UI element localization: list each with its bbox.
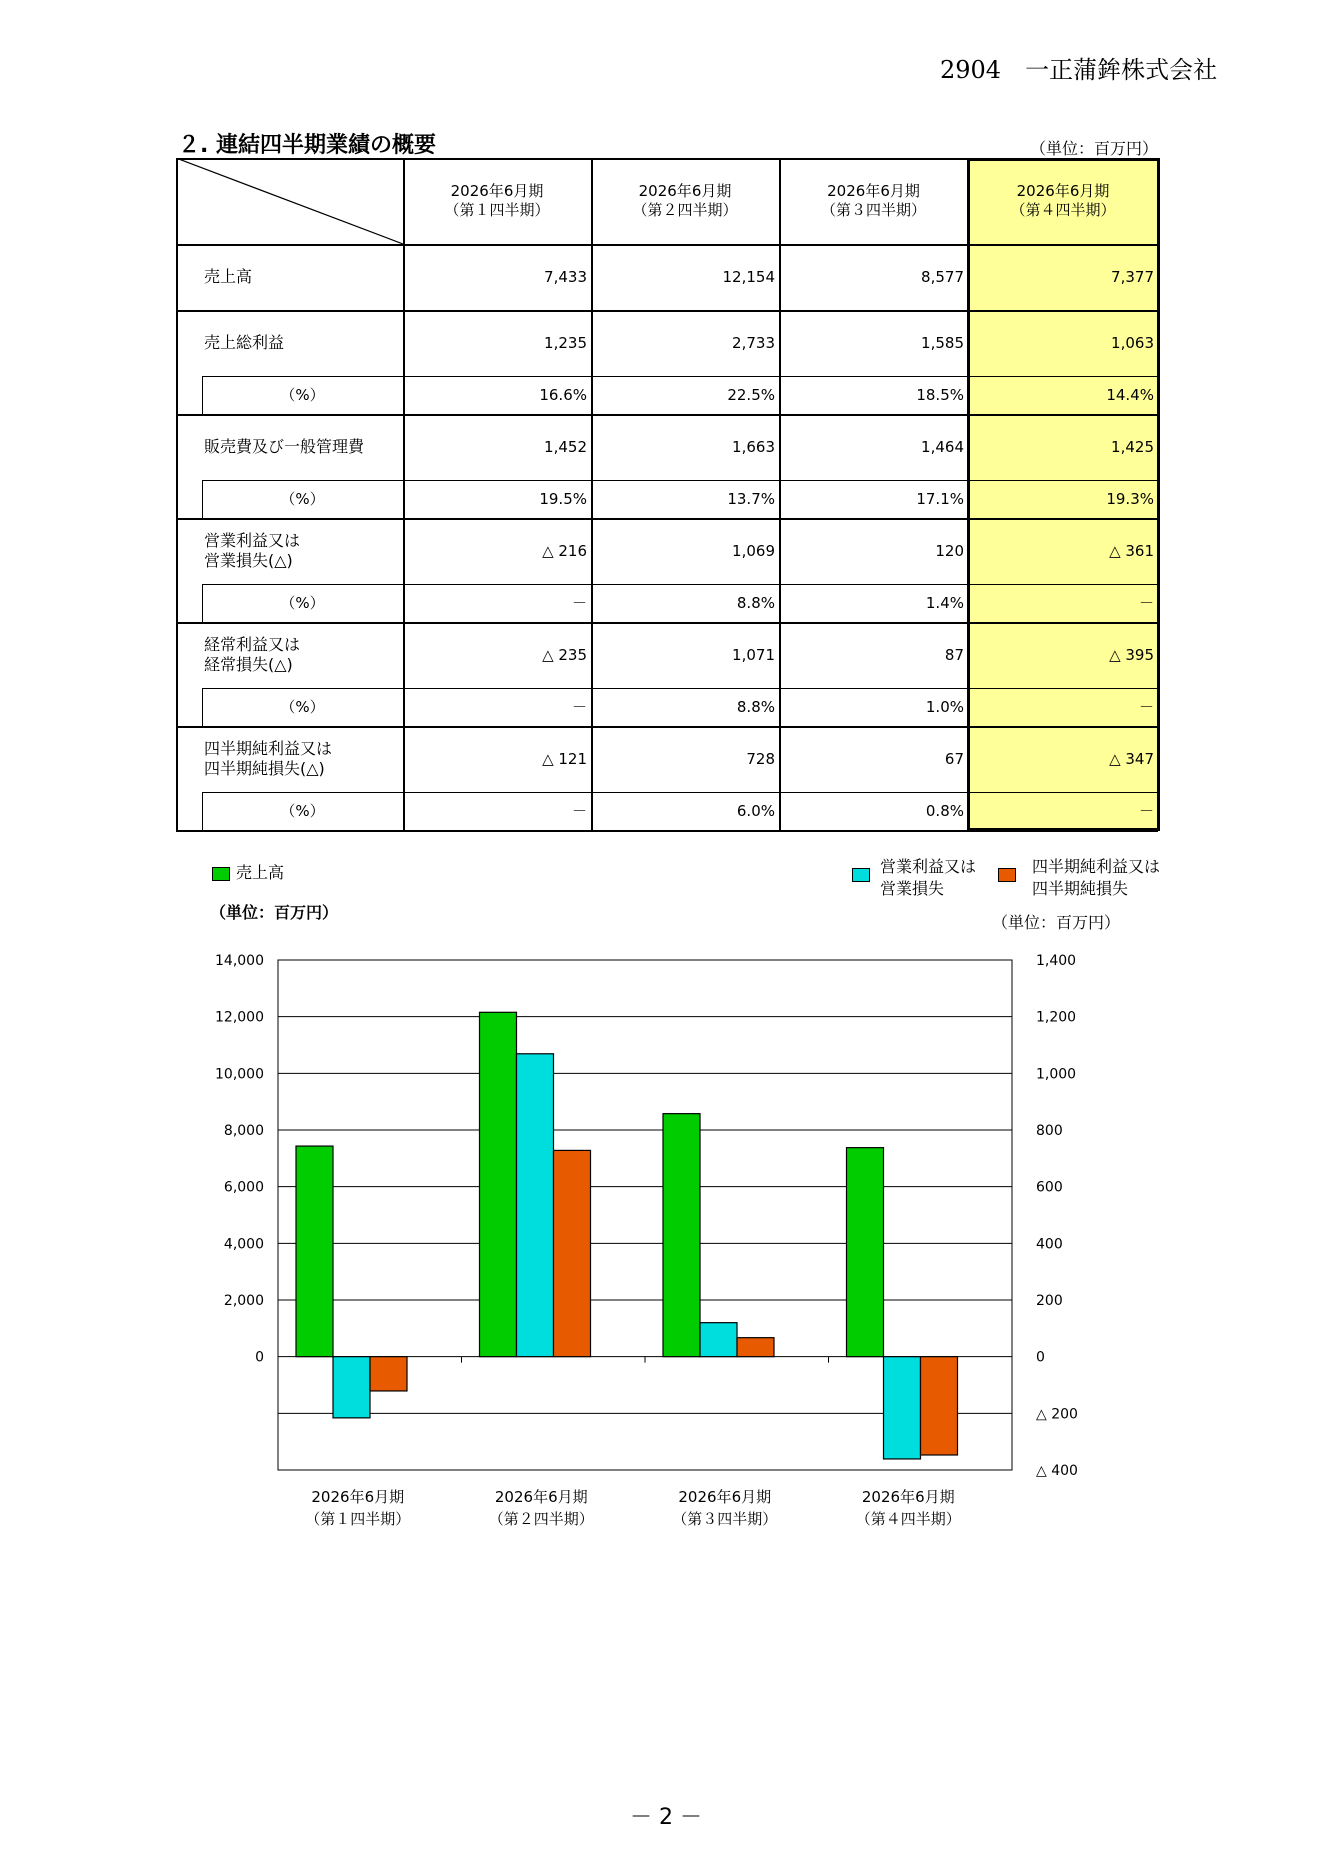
- left-tick-label: 0: [255, 1349, 264, 1366]
- right-tick-label: 600: [1036, 1179, 1063, 1196]
- column-header-line: （第１四半期）: [444, 201, 550, 219]
- percent-label: （%）: [280, 698, 325, 716]
- percent-cell: －: [571, 698, 587, 716]
- percent-cell: 8.8%: [736, 698, 775, 716]
- right-tick-label: 200: [1036, 1293, 1063, 1309]
- percent-cell: －: [571, 594, 587, 612]
- bar-net: [921, 1357, 958, 1455]
- percent-cell: 22.5%: [727, 386, 775, 404]
- value-cell: 1,071: [732, 646, 775, 664]
- percent-cell: 19.5%: [539, 490, 587, 508]
- percent-cell: －: [1138, 802, 1154, 820]
- percent-label: （%）: [280, 594, 325, 612]
- value-cell: 1,663: [732, 438, 775, 456]
- row-label-line: 経常利益又は: [204, 635, 301, 654]
- value-cell: 2,733: [732, 334, 775, 352]
- bar-net: [737, 1338, 774, 1357]
- category-label: （第１四半期）: [305, 1510, 411, 1528]
- row-label-line: 売上総利益: [204, 333, 285, 352]
- row-label-line: 販売費及び一般管理費: [204, 437, 365, 456]
- left-axis-unit: （単位：百万円）: [210, 903, 339, 922]
- value-cell: 1,235: [544, 334, 587, 352]
- value-cell: △ 347: [1109, 750, 1154, 768]
- right-tick-label: 1,400: [1036, 953, 1077, 969]
- right-tick-label: 400: [1036, 1236, 1063, 1253]
- bar-sales: [663, 1114, 700, 1357]
- value-cell: 1,069: [732, 542, 775, 560]
- value-cell: 67: [944, 750, 964, 768]
- right-tick-label: 0: [1036, 1349, 1045, 1366]
- category-label: （第３四半期）: [672, 1510, 778, 1528]
- value-cell: 87: [944, 646, 964, 664]
- category-label: 2026年6月期: [861, 1488, 955, 1506]
- column-header-line: （第４四半期）: [1010, 201, 1116, 219]
- percent-cell: －: [1138, 594, 1154, 612]
- value-cell: 728: [746, 750, 775, 768]
- percent-label: （%）: [280, 802, 325, 820]
- page-number: － 2 －: [630, 1805, 702, 1830]
- value-cell: 1,452: [544, 438, 587, 456]
- category-label: 2026年6月期: [311, 1488, 405, 1506]
- column-header-line: 2026年6月期: [638, 182, 732, 200]
- row-label-line: 四半期純損失(△): [204, 759, 325, 778]
- row-label-line: 営業損失(△): [204, 551, 293, 570]
- row-label-line: 営業利益又は: [204, 531, 301, 550]
- bar-operating: [333, 1357, 370, 1418]
- value-cell: 120: [935, 542, 964, 560]
- percent-cell: 8.8%: [736, 594, 775, 612]
- row-label-line: 四半期純利益又は: [204, 739, 333, 758]
- bar-sales: [296, 1146, 333, 1357]
- bar-net: [370, 1357, 407, 1391]
- table-unit: （単位：百万円）: [1030, 139, 1159, 158]
- value-cell: △ 216: [542, 542, 587, 560]
- right-tick-label: 800: [1036, 1123, 1063, 1139]
- sales-legend-label: 売上高: [236, 863, 285, 882]
- bar-sales: [847, 1148, 884, 1357]
- value-cell: 1,425: [1111, 438, 1154, 456]
- percent-cell: 0.8%: [925, 802, 964, 820]
- net-legend-label-1: 四半期純利益又は: [1032, 857, 1161, 876]
- column-header-line: （第３四半期）: [820, 201, 926, 219]
- value-cell: △ 361: [1109, 542, 1154, 560]
- value-cell: 8,577: [921, 268, 964, 286]
- value-cell: 1,464: [921, 438, 964, 456]
- category-label: （第２四半期）: [488, 1510, 594, 1528]
- percent-cell: 1.4%: [925, 594, 964, 612]
- value-cell: 7,433: [544, 268, 587, 286]
- percent-cell: －: [1138, 698, 1154, 716]
- value-cell: △ 395: [1109, 646, 1154, 664]
- column-header-line: 2026年6月期: [450, 182, 544, 200]
- left-tick-label: 8,000: [223, 1123, 264, 1139]
- percent-cell: 14.4%: [1106, 386, 1154, 404]
- operating-legend-label-1: 営業利益又は: [880, 857, 977, 876]
- net-legend-label-2: 四半期純損失: [1032, 879, 1129, 898]
- left-tick-label: 10,000: [215, 1066, 264, 1083]
- row-label-line: 経常損失(△): [204, 655, 293, 674]
- column-header-line: 2026年6月期: [1016, 182, 1110, 200]
- value-cell: △ 121: [542, 750, 587, 768]
- left-tick-label: 2,000: [223, 1293, 264, 1309]
- value-cell: △ 235: [542, 646, 587, 664]
- bar-sales: [480, 1012, 517, 1356]
- left-tick-label: 4,000: [223, 1236, 264, 1253]
- category-label: 2026年6月期: [678, 1488, 772, 1506]
- right-tick-label: 1,200: [1036, 1009, 1077, 1026]
- category-label: 2026年6月期: [494, 1488, 588, 1506]
- left-tick-label: 6,000: [223, 1179, 264, 1196]
- right-axis-unit: （単位：百万円）: [992, 913, 1121, 932]
- operating-legend-label-2: 営業損失: [880, 879, 945, 898]
- category-label: （第４四半期）: [855, 1510, 961, 1528]
- percent-cell: 13.7%: [727, 490, 775, 508]
- value-cell: 12,154: [722, 268, 775, 286]
- left-tick-label: 14,000: [215, 953, 264, 969]
- column-header-line: 2026年6月期: [827, 182, 920, 200]
- percent-cell: 16.6%: [539, 386, 587, 404]
- section-title: ２. 連結四半期業績の概要: [178, 133, 437, 158]
- row-label-line: 売上高: [204, 267, 253, 286]
- right-tick-label: △ 200: [1036, 1406, 1078, 1423]
- bar-operating: [517, 1054, 554, 1357]
- company-name: 2904 一正蒲鉾株式会社: [940, 56, 1218, 84]
- value-cell: 1,585: [921, 334, 964, 352]
- bar-operating: [700, 1323, 737, 1357]
- percent-label: （%）: [280, 386, 325, 404]
- percent-cell: 19.3%: [1106, 490, 1154, 508]
- percent-cell: 1.0%: [925, 698, 964, 716]
- percent-cell: 18.5%: [916, 386, 964, 404]
- bar-operating: [884, 1357, 921, 1459]
- value-cell: 1,063: [1111, 334, 1154, 352]
- value-cell: 7,377: [1111, 268, 1154, 286]
- right-tick-label: △ 400: [1036, 1463, 1078, 1479]
- percent-cell: 17.1%: [916, 490, 964, 508]
- percent-cell: 6.0%: [736, 802, 775, 820]
- column-header-line: （第２四半期）: [632, 201, 738, 219]
- left-tick-label: 12,000: [215, 1009, 264, 1026]
- percent-label: （%）: [280, 490, 325, 508]
- percent-cell: －: [571, 802, 587, 820]
- bar-net: [554, 1150, 591, 1356]
- right-tick-label: 1,000: [1036, 1066, 1077, 1083]
